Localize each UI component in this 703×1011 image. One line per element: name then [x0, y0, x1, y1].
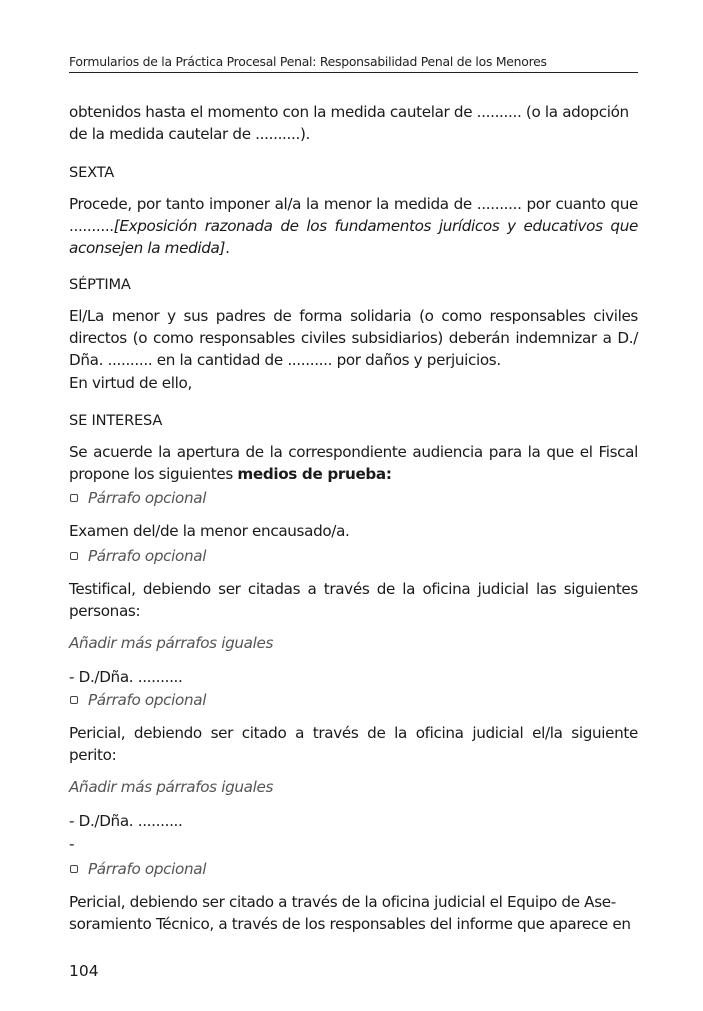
- paragraph-pericial-equipo: [69, 891, 638, 935]
- italic-instruction: [Exposición razonada de los fundamentos jurídicos y educativos que aconsejen la medida]: [69, 217, 638, 257]
- paragraph-line: Pericial, debiendo ser citado a través de la oficina judicial el Equipo de Ase-: [69, 893, 616, 911]
- checkbox-icon[interactable]: [70, 494, 78, 502]
- add-more-paragraphs-1[interactable]: Añadir más párrafos iguales: [69, 634, 274, 652]
- paragraph-text: Procede, por tanto imponer al/a la menor la medida de .......... por cuanto que ..........: [69, 195, 638, 235]
- paragraph-line: soramiento Técnico, a través de los responsables del informe que aparece en: [69, 915, 631, 933]
- paragraph-line: obtenidos hasta el momento con la medida cautelar de .......... (o la adopción: [69, 103, 629, 121]
- optional-paragraph-2[interactable]: [69, 545, 638, 567]
- optional-paragraph-3[interactable]: [69, 689, 638, 711]
- name-line-testigo: - D./Dña. ..........: [69, 668, 183, 686]
- section-heading-se-interesa: SE INTERESA: [69, 412, 163, 429]
- page-number: 104: [69, 962, 99, 980]
- name-line-perito: - D./Dña. ..........: [69, 812, 183, 830]
- running-header: Formularios de la Práctica Procesal Penal: Responsabilidad Penal de los Menores: [69, 54, 638, 73]
- paragraph-septima: El/La menor y sus padres de forma solidaria (o como responsables civiles directos (o como responsables civiles subsidiarios) deberán indemnizar a D./ Dña. .......... en la cantidad de .......... por daños y perjuicios.: [69, 307, 638, 369]
- paragraph-text: Se acuerde la apertura de la correspondiente audiencia para la que el Fiscal propone los siguientes: [69, 443, 638, 483]
- paragraph-se-interesa: [69, 441, 638, 485]
- checkbox-icon[interactable]: [70, 865, 78, 873]
- optional-paragraph-1[interactable]: [69, 487, 638, 509]
- bold-medios-de-prueba: medios de prueba:: [237, 465, 392, 483]
- paragraph-sexta: [69, 193, 638, 259]
- checkbox-icon[interactable]: [70, 552, 78, 560]
- optional-label: Párrafo opcional: [88, 860, 207, 878]
- paragraph-testifical: Testifical, debiendo ser citadas a través de la oficina judicial las siguientes personas:: [69, 580, 638, 620]
- dash-line: -: [69, 835, 75, 853]
- paragraph-pericial-perito: Pericial, debiendo ser citado a través de la oficina judicial el/la siguiente perito:: [69, 724, 638, 764]
- paragraph-end: .: [225, 239, 230, 257]
- optional-label: Párrafo opcional: [88, 547, 207, 565]
- paragraph-en-virtud: En virtud de ello,: [69, 374, 192, 392]
- optional-label: Párrafo opcional: [88, 691, 207, 709]
- add-more-paragraphs-2[interactable]: Añadir más párrafos iguales: [69, 778, 274, 796]
- paragraph-examen: Examen del/de la menor encausado/a.: [69, 522, 350, 540]
- paragraph-medida-cautelar: [69, 101, 638, 145]
- optional-paragraph-4[interactable]: [69, 858, 638, 880]
- checkbox-icon[interactable]: [70, 696, 78, 704]
- section-heading-septima: SÉPTIMA: [69, 276, 131, 293]
- optional-label: Párrafo opcional: [88, 489, 207, 507]
- paragraph-line: de la medida cautelar de ..........).: [69, 125, 311, 143]
- section-heading-sexta: SEXTA: [69, 164, 114, 181]
